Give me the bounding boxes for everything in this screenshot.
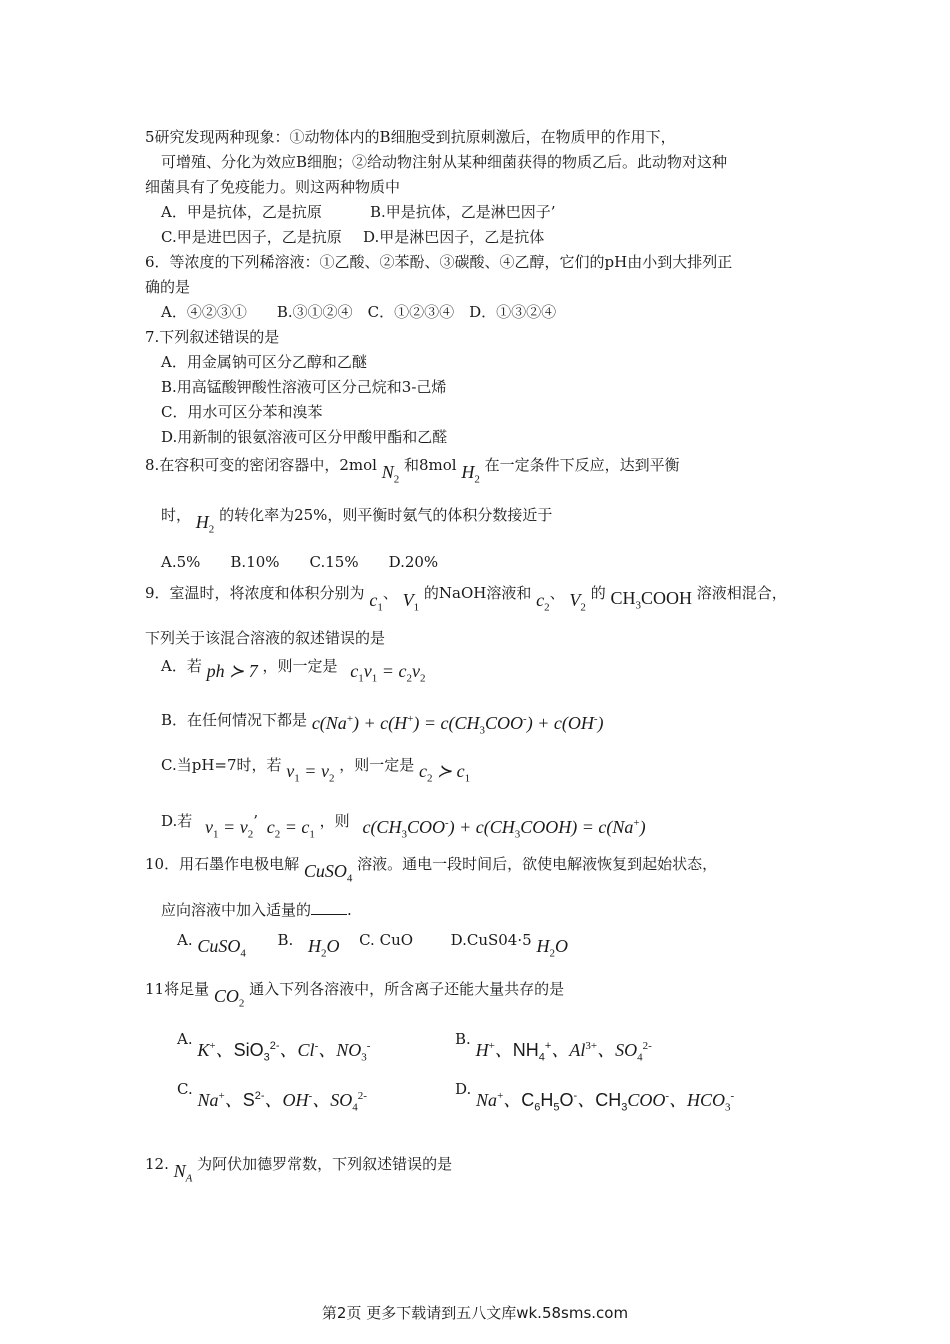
q10-line1	[145, 853, 718, 885]
q10-text-1: 10．用石墨作电极电解	[145, 855, 300, 873]
formula-v2: $V_2$	[569, 590, 586, 614]
q9-option-d: D.若 $v_1 = v_2$’ $c_2 = c_1$ ，则 $c(CH_3COO^-)$ + $c(CH_3COOH) = c(Na^+)$	[161, 812, 646, 841]
q8-text-3: 在一定条件下反应，达到平衡	[484, 456, 680, 474]
q9-text-3: 的	[590, 584, 606, 602]
q10-option-a-label: A.	[177, 931, 193, 949]
q7-option-a: A．用金属钠可区分乙醇和乙醚	[161, 353, 367, 371]
q9-a-prefix: A．若	[161, 657, 202, 675]
q10-text-3: 应向溶液中加入适量的	[161, 901, 312, 919]
q6-line2: 确的是	[145, 278, 191, 296]
q9-d-prefix: D.若	[161, 812, 193, 830]
q12-text-2: 为阿伏加德罗常数，下列叙述错误的是	[197, 1155, 453, 1173]
q10-line2: 应向溶液中加入适量的 .	[161, 901, 352, 919]
formula-ion-set-d: Na+、$C_6H_5O^-$、$CH_3COO^-$、$HCO_3^-$	[476, 1090, 735, 1114]
q6-line1: 6．等浓度的下列稀溶液：①乙酸、②苯酚、③碳酸、④乙醇，它们的pH由小到大排列正	[145, 253, 733, 271]
q9-c-prefix: C.当pH=7时，若	[161, 756, 282, 774]
q5-line3: 细菌具有了免疫能力。则这两种物质中	[145, 178, 401, 196]
q10-options	[177, 929, 568, 960]
formula-ion-set-c: Na+、$S^{2-}$、OH-、$SO_4^{2-}$	[197, 1090, 367, 1114]
q9-line2: 下列关于该混合溶液的叙述错误的是	[145, 629, 386, 647]
q9-option-b	[161, 705, 604, 737]
formula-c2-gt-c1: $c_2$ ≻ $c_1$	[419, 761, 471, 785]
q7-option-d: D.用新制的银氨溶液可区分甲酸甲酯和乙醛	[161, 428, 448, 446]
q11-option-a	[177, 1030, 370, 1062]
formula-ph-gt-7: ph ≻ 7	[206, 661, 258, 681]
q8-line2	[161, 504, 553, 536]
formula-h2: $H_2$	[195, 512, 215, 536]
formula-c1: $c_1$	[369, 590, 383, 614]
q8-text-2: 和8mol	[404, 456, 457, 474]
formula-co2: $CO_2$	[213, 986, 245, 1010]
formula-v1-eq-v2: $v_1 = v_2$	[205, 817, 254, 841]
formula-v1: $V_1$	[402, 590, 420, 614]
q11-option-a-label: A.	[177, 1030, 193, 1048]
formula-na: $N_A$	[173, 1161, 193, 1185]
formula-v1-eq-v2: $v_1 = v_2$	[286, 761, 335, 785]
q6-options: A．④②③① B.③①②④ C．①②③④ D．①③②④	[161, 303, 557, 321]
q9-a-mid: ，则一定是	[262, 657, 338, 675]
formula-ch3cooh: $CH_3COOH$	[610, 588, 693, 612]
q5-line2: 可增殖、分化为效应B细胞；②给动物注射从某种细菌获得的物质乙后。此动物对这种	[161, 153, 728, 171]
formula-charge-balance: $c(Na^+) + c(H^+) = c(CH_3COO^-) + c(OH^-)$	[311, 713, 604, 737]
q5-option-a: A．甲是抗体，乙是抗原	[161, 203, 322, 221]
q11-option-c-label: C.	[177, 1080, 193, 1098]
q9-option-c	[161, 754, 471, 785]
formula-h2: $H_2$	[461, 462, 480, 486]
q5-option-b: B.甲是抗体，乙是淋巴因子’	[370, 203, 556, 221]
formula-cuso4: CuSO$_4$	[197, 936, 246, 960]
q11-option-d-label: D.	[455, 1080, 472, 1098]
formula-h2o: $H_2O$	[536, 936, 568, 960]
q10-option-b-label: B.	[277, 931, 294, 949]
q5-line1: 5研究发现两种现象：①动物体内的B细胞受到抗原刺激后，在物质甲的作用下，	[145, 128, 676, 146]
q9-text-2: 的NaOH溶液和	[423, 584, 532, 602]
q5-option-d: D.甲是淋巴因子，乙是抗体	[363, 228, 545, 246]
q8-line1	[145, 454, 680, 486]
q8-text-4: 时，	[161, 506, 192, 524]
q8-options: A.5% B.10% C.15% D.20%	[161, 553, 439, 571]
q9-d-mid: ，则	[319, 812, 350, 830]
q11-option-b	[455, 1030, 652, 1062]
q9-c-mid: ，则一定是	[339, 756, 415, 774]
q9-text-1: 9．室温时，将浓度和体积分别为	[145, 584, 365, 602]
q9-line1: 9．室温时，将浓度和体积分别为 $c_1$、 $V_1$ 的NaOH溶液和 $c_2$、 $V_2$ 的 $CH_3COOH$ 溶液相混合，	[145, 584, 787, 614]
q11-text-1: 11将足量	[145, 980, 210, 998]
formula-material-balance: $c(CH_3COO^-)$ + $c(CH_3COOH) = c(Na^+)$	[362, 817, 646, 841]
q8-text-5: 的转化率为25%，则平衡时氨气的体积分数接近于	[219, 506, 553, 524]
formula-ion-set-b: H+、$NH_4^+$、$Al^{3+}$、$SO_4^{2-}$	[475, 1040, 652, 1064]
q7-option-b: B.用高锰酸钾酸性溶液可区分己烷和3-己烯	[161, 378, 447, 396]
q5-option-c: C.甲是进巴因子，乙是抗原	[161, 228, 342, 246]
q11-text-2: 通入下列各溶液中，所含离子还能大量共存的是	[249, 980, 565, 998]
q7-stem: 7.下列叙述错误的是	[145, 328, 280, 346]
answer-blank	[311, 900, 347, 915]
q9-text-4: 溶液相混合，	[696, 584, 787, 602]
formula-h2o: $H_2O$	[308, 936, 340, 960]
page-footer: 第2页 更多下载请到五八文库wk.58sms.com	[321, 1304, 629, 1322]
q8-text-1: 8.在容积可变的密闭容器中，2mol	[145, 456, 377, 474]
q10-text-2: 溶液。通电一段时间后，欲使电解液恢复到起始状态，	[357, 855, 718, 873]
formula-cuso4: CuSO$_4$	[303, 861, 353, 885]
q9-option-a	[161, 655, 425, 683]
q10-option-c: C. CuO	[359, 931, 414, 949]
formula-c1v1-eq-c2v2: $c_1v_1 = c_2v_2$	[350, 661, 426, 685]
formula-n2: $N_2$	[381, 462, 400, 486]
q10-option-d-label: D.CuS04·5	[450, 931, 532, 949]
q11-option-c	[177, 1080, 367, 1112]
q11-option-d	[455, 1080, 734, 1112]
q9-b-prefix: B．在任何情况下都是	[161, 711, 308, 729]
formula-c2-eq-c1: $c_2 = c_1$	[266, 817, 315, 841]
formula-c2: $c_2$	[536, 590, 550, 614]
q11-line1	[145, 978, 565, 1010]
q11-option-b-label: B.	[455, 1030, 471, 1048]
q7-option-c: C．用水可区分苯和溴苯	[161, 403, 323, 421]
q12-text-1: 12.	[145, 1155, 169, 1173]
q12-line1	[145, 1153, 453, 1185]
formula-ion-set-a: K+、SiO$_3^{2-}$、Cl-、$NO_3^-$	[197, 1040, 371, 1064]
